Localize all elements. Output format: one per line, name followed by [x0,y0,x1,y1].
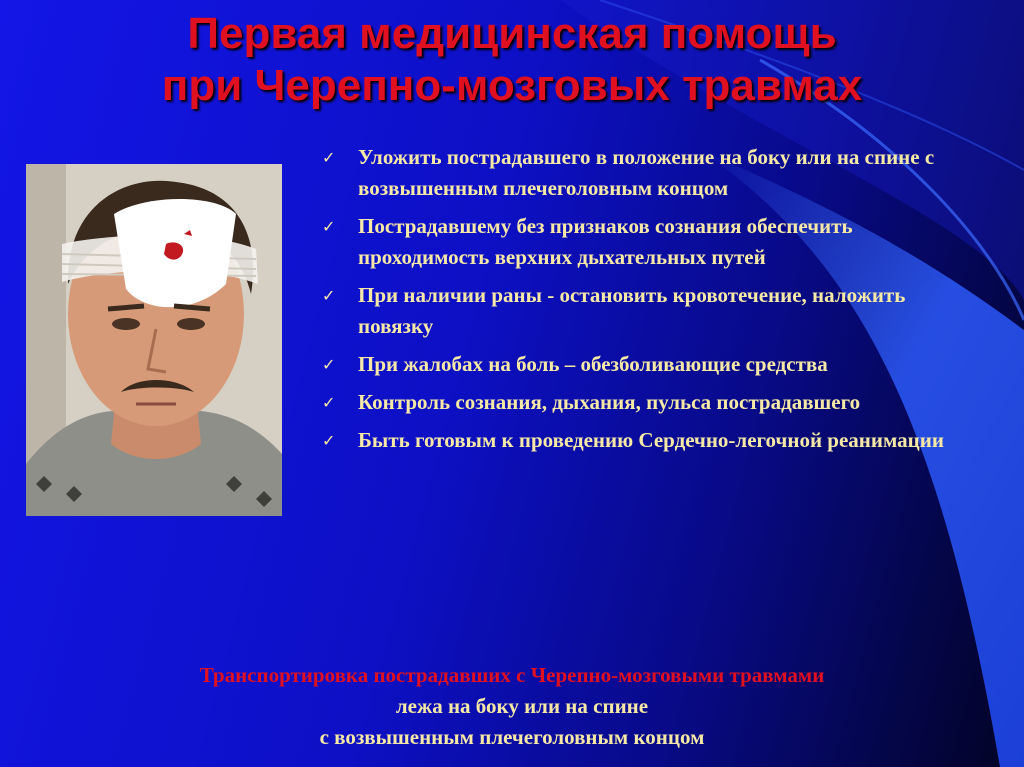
checkmark-icon: ✓ [322,355,336,374]
injured-man-photo [26,164,282,516]
title-line-1: Первая медицинская помощь [187,9,837,58]
title-line-2: при Черепно-мозговых травмах [161,61,863,110]
list-item [320,387,970,418]
list-item [320,280,970,342]
list-item [320,211,970,273]
checkmark-icon: ✓ [322,217,336,236]
list-item-text: При жалобах на боль – обезболивающие средства [358,352,828,376]
checkmark-icon: ✓ [322,148,336,167]
list-item-text: Пострадавшему без признаков сознания обеспечить проходимость верхних дыхательных путей [358,214,853,269]
checkmark-icon: ✓ [322,393,336,412]
slide-title [0,8,1024,112]
first-aid-list [320,142,970,463]
list-item [320,142,970,204]
checkmark-icon: ✓ [322,286,336,305]
list-item [320,349,970,380]
transport-note [0,660,1024,753]
list-item-text: При наличии раны - остановить кровотечение, наложить повязку [358,283,906,338]
checkmark-icon: ✓ [322,431,336,450]
list-item [320,425,970,456]
transport-note-line-3: с возвышенным плечеголовным концом [319,725,705,749]
list-item-text: Контроль сознания, дыхания, пульса пострадавшего [358,390,861,414]
transport-note-line-1: Транспортировка пострадавших с Черепно-мозговыми травмами [199,663,825,687]
list-item-text: Быть готовым к проведению Сердечно-легочной реанимации [358,428,944,452]
list-item-text: Уложить пострадавшего в положение на боку или на спине с возвышенным плечеголовным концом [358,145,935,200]
transport-note-line-2: лежа на боку или на спине [395,694,649,718]
